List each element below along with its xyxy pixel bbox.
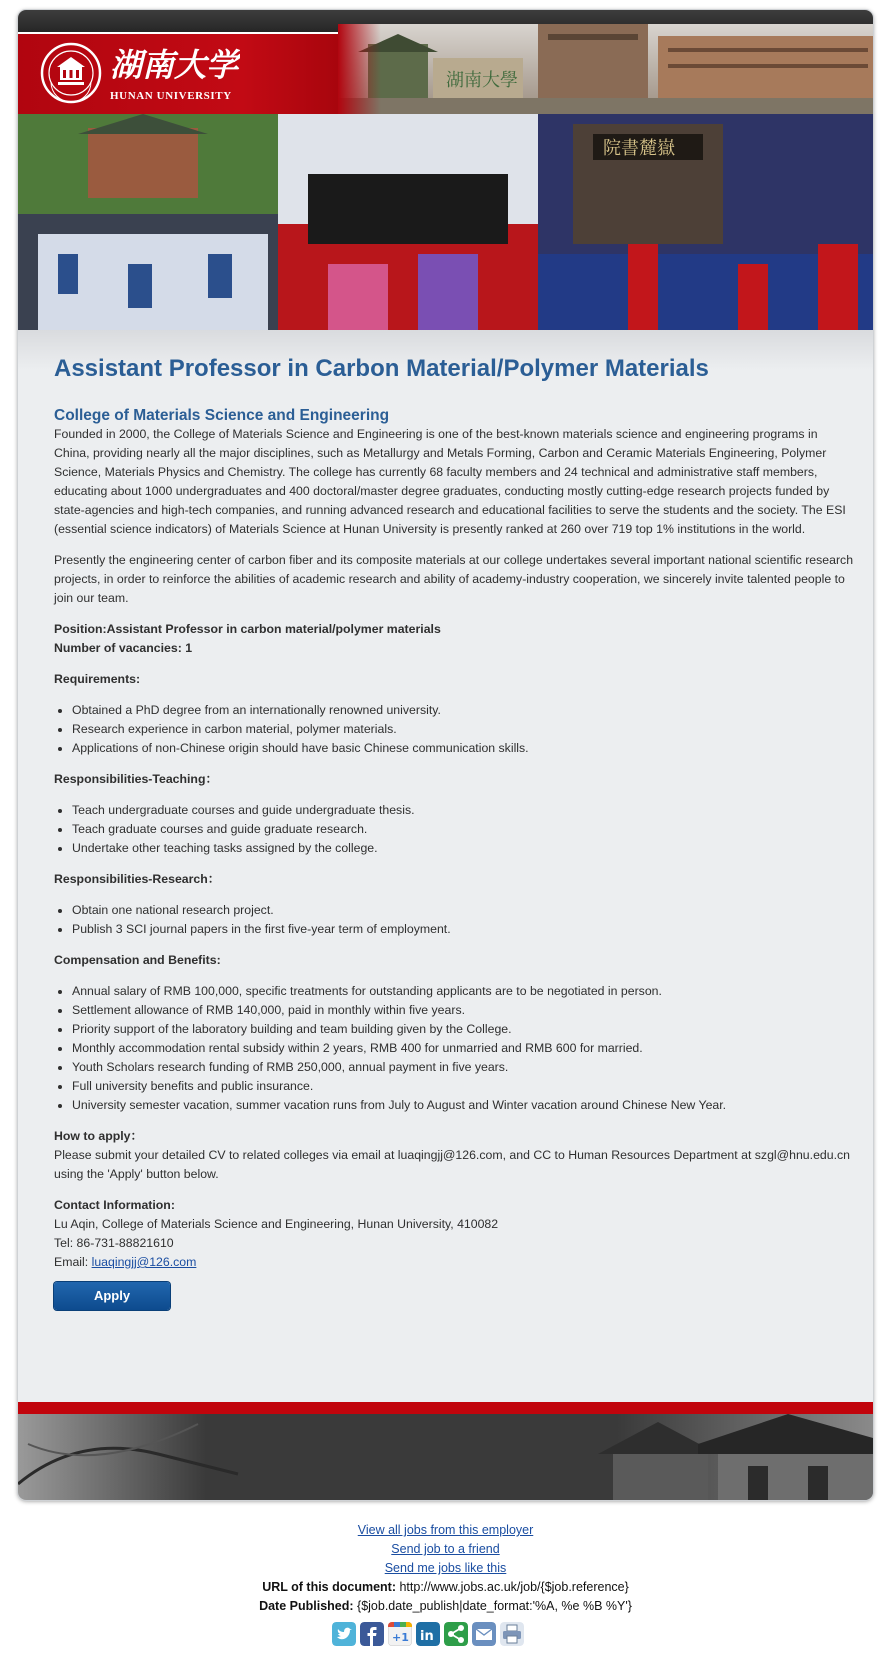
compensation-heading: Compensation and Benefits:: [54, 953, 221, 967]
list-item: • Monthly accommodation rental subsidy within 2 years, RMB 400 for unmarried and RMB 600 for married.: [72, 1039, 854, 1058]
compensation-list: [54, 982, 854, 1115]
date-published: [0, 1597, 891, 1616]
url-value: http://www.jobs.ac.uk/job/{$job.reference}: [399, 1580, 629, 1594]
job-title: Assistant Professor in Carbon Material/Polymer Materials: [54, 355, 709, 382]
research-list: [54, 901, 854, 939]
view-all-jobs-link[interactable]: View all jobs from this employer: [357, 1523, 534, 1537]
intro-paragraph-1: Founded in 2000, the College of Materials Science and Engineering is one of the best-known materials science and engineering programs in China, providing nearly all the major disciplines, such as Metallurgy and Metals Forming, Carbon and Ceramic Materials Engineering, Polymer Science, Materials Physics and Chemistry. The college has currently 68 faculty members and 24 technical and administrative staff members, educating about 1000 undergraduates and 400 doctoral/master degree graduates, conducting mostly cutting-edge research projects funded by state-agencies and high-tech companies, and running advanced research and educational facilities to serve the students and the society. The ESI (essential science indicators) of Materials Science at Hunan University is presently ranked at 260 over 719 top 1% institutions in the world.: [54, 427, 846, 536]
apply-button[interactable]: Apply: [54, 1282, 170, 1310]
list-item: • Obtained a PhD degree from an internationally renowned university.: [72, 701, 854, 720]
university-calligraphy-logo: [110, 36, 240, 86]
svg-text:+1: +1: [392, 1631, 409, 1644]
share-toolbar: [332, 1622, 524, 1646]
list-item: • Publish 3 SCI journal papers in the first five-year term of employment.: [72, 920, 854, 939]
university-logo-banner: [18, 34, 338, 114]
requirements-list: [54, 701, 854, 758]
college-name: College of Materials Science and Engineering: [54, 407, 390, 424]
list-item: • Applications of non-Chinese origin should have basic Chinese communication skills.: [72, 739, 854, 758]
svg-text:院書麓嶽: 院書麓嶽: [603, 138, 675, 159]
google-plus-one-icon[interactable]: [388, 1622, 412, 1646]
graduation-photo-collage: [18, 114, 873, 330]
svg-text:in: in: [420, 1629, 434, 1644]
contact-heading: Contact Information:: [54, 1198, 175, 1212]
requirements-heading: Requirements:: [54, 672, 141, 686]
how-to-apply-heading: How to apply：: [54, 1129, 143, 1143]
teaching-list: [54, 801, 854, 858]
how-to-apply-text: Please submit your detailed CV to related colleges via email at luaqingjj@126.com, and CC to Human Resources Department at szgl@hnu.edu.cn using the 'Apply' button below.: [54, 1148, 850, 1181]
list-item: • Full university benefits and public insurance.: [72, 1077, 854, 1096]
twitter-icon[interactable]: [332, 1622, 356, 1646]
university-seal-icon: [40, 42, 102, 104]
list-item: • Settlement allowance of RMB 140,000, paid in monthly within five years.: [72, 1001, 854, 1020]
contact-tel: Tel: 86-731-88821610: [54, 1236, 174, 1250]
share-icon[interactable]: [444, 1622, 468, 1646]
list-item: • Youth Scholars research funding of RMB 250,000, annual payment in five years.: [72, 1058, 854, 1077]
teaching-heading: Responsibilities-Teaching：: [54, 772, 218, 786]
research-heading: Responsibilities-Research：: [54, 872, 221, 886]
facebook-icon[interactable]: [360, 1622, 384, 1646]
list-item: • University semester vacation, summer vacation runs from July to August and Winter vacation around Chinese New Year.: [72, 1096, 854, 1115]
contact-email-line: [54, 1253, 854, 1272]
email-icon[interactable]: [472, 1622, 496, 1646]
document-url: [0, 1578, 891, 1597]
similar-jobs-link[interactable]: Send me jobs like this: [384, 1561, 507, 1575]
campus-gate-photo: [338, 24, 873, 114]
print-icon[interactable]: [500, 1622, 524, 1646]
list-item: • Teach undergraduate courses and guide undergraduate thesis.: [72, 801, 854, 820]
contact-email-link[interactable]: luaqingjj@126.com: [91, 1255, 197, 1269]
list-item: • Teach graduate courses and guide graduate research.: [72, 820, 854, 839]
url-label: URL of this document:: [262, 1580, 396, 1594]
list-item: • Obtain one national research project.: [72, 901, 854, 920]
contact-email-label: Email:: [54, 1255, 92, 1269]
list-item: • Research experience in carbon material, polymer materials.: [72, 720, 854, 739]
vacancies-line: Number of vacancies: 1: [54, 641, 193, 655]
contact-address: Lu Aqin, College of Materials Science and Engineering, Hunan University, 410082: [54, 1217, 499, 1231]
send-to-friend-link[interactable]: Send job to a friend: [391, 1542, 500, 1556]
job-advert-card: [18, 10, 873, 1500]
university-name-en: HUNAN UNIVERSITY: [110, 90, 232, 102]
university-name-cn: 湖南大学: [110, 46, 239, 84]
intro-paragraph-2: Presently the engineering center of carbon fiber and its composite materials at our college undertakes several important national scientific research projects, in order to reinforce the abilities of academic research and ability of academy-industry cooperation, we sincerely invite talented people to join our team.: [54, 553, 854, 605]
list-item: • Priority support of the laboratory building and team building given by the College.: [72, 1020, 854, 1039]
date-label: Date Published:: [259, 1599, 354, 1613]
list-item: • Undertake other teaching tasks assigned by the college.: [72, 839, 854, 858]
job-description: [54, 354, 854, 1310]
job-actions: [0, 1521, 891, 1616]
date-value: {$job.date_publish|date_format:'%A, %e %B %Y'}: [357, 1599, 632, 1613]
campus-buildings-footer-photo: [18, 1414, 873, 1500]
position-line: Position:Assistant Professor in carbon material/polymer materials: [54, 622, 441, 636]
footer-red-band: [18, 1402, 873, 1414]
list-item: • Annual salary of RMB 100,000, specific treatments for outstanding applicants are to be negotiated in person.: [72, 982, 854, 1001]
linkedin-icon[interactable]: [416, 1622, 440, 1646]
